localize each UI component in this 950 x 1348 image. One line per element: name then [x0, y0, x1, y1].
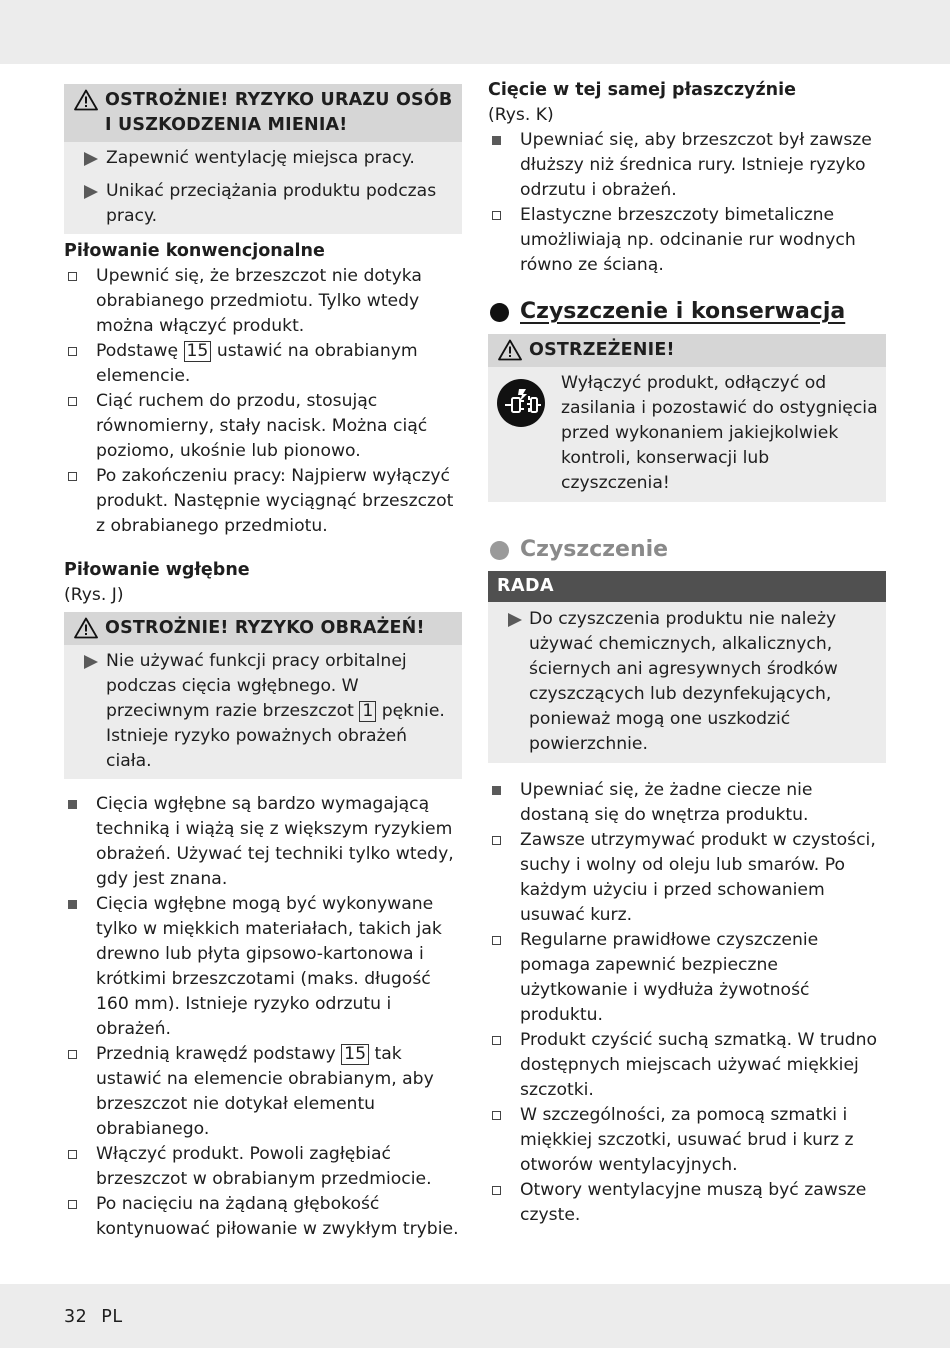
list-item: Podstawę 15 ustawić na obrabianym elemencie. [64, 339, 462, 389]
arrow-bullet-icon [84, 655, 98, 669]
square-bullet-icon [492, 786, 501, 795]
unplug-icon [496, 378, 546, 428]
figure-reference: (Rys. K) [488, 105, 554, 125]
part-reference: 15 [341, 1044, 369, 1065]
warning-box-injury [64, 612, 462, 779]
page-number: 32 [64, 1307, 88, 1327]
section-heading-same-plane: Cięcie w tej samej płaszczyźnie [488, 80, 796, 100]
list-item: Po nacięciu na żądaną głębokość kontynuować piłowanie w zwykłym trybie. [64, 1192, 462, 1242]
list-item: Unikać przeciążania produktu podczas pracy. [72, 179, 454, 229]
list-item: Nie używać funkcji pracy orbitalnej podczas cięcia wgłębnego. W przeciwnym razie brzeszczot 1 pęknie. Istnieje ryzyko poważnych obrażeń ciała. [72, 649, 454, 774]
conventional-sawing-list [64, 264, 462, 539]
plunge-sawing-list [64, 792, 462, 1242]
square-bullet-icon [492, 136, 501, 145]
footer [64, 1305, 123, 1330]
warning-heading: OSTROŻNIE! RYZYKO OBRAŻEŃ! [64, 612, 462, 645]
checkbox-bullet-icon [68, 347, 77, 356]
arrow-bullet-icon [84, 185, 98, 199]
checkbox-bullet-icon [68, 1150, 77, 1159]
right-column [488, 78, 886, 1228]
tip-box [488, 571, 886, 763]
checkbox-bullet-icon [492, 1036, 501, 1045]
tip-body [488, 602, 886, 763]
list-item: Otwory wentylacyjne muszą być zawsze czyste. [488, 1178, 886, 1228]
list-item: Upewnić się, że brzeszczot nie dotyka obrabianego przedmiotu. Tylko wtedy można włączyć produkt. [64, 264, 462, 339]
square-bullet-icon [68, 900, 77, 909]
list-item: Włączyć produkt. Powoli zagłębiać brzeszczot w obrabianym przedmiocie. [64, 1142, 462, 1192]
part-reference: 15 [184, 341, 212, 362]
checkbox-bullet-icon [68, 397, 77, 406]
warning-heading: OSTROŻNIE! RYZYKO URAZU OSÓB I USZKODZENIA MIENIA! [64, 84, 462, 142]
checkbox-bullet-icon [492, 1186, 501, 1195]
warning-triangle-icon [74, 89, 98, 111]
left-column [64, 84, 462, 1242]
checkbox-bullet-icon [492, 211, 501, 220]
section-heading-conventional-sawing: Piłowanie konwencjonalne [64, 241, 325, 261]
checkbox-bullet-icon [68, 472, 77, 481]
arrow-bullet-icon [84, 152, 98, 166]
warning-box-maintenance [488, 334, 886, 502]
checkbox-bullet-icon [68, 1200, 77, 1209]
list-item: Przednią krawędź podstawy 15 tak ustawić na elemencie obrabianym, aby brzeszczot nie dotykał elementu obrabianego. [64, 1042, 462, 1142]
list-item: Upewniać się, że żadne ciecze nie dostaną się do wnętrza produktu. [488, 778, 886, 828]
warning-body [64, 142, 462, 234]
language-code: PL [101, 1307, 123, 1327]
section-bullet-icon [490, 541, 509, 560]
part-reference: 1 [359, 701, 376, 722]
section-bullet-icon [490, 303, 509, 322]
square-bullet-icon [68, 800, 77, 809]
list-item: Regularne prawidłowe czyszczenie pomaga zapewnić bezpieczne użytkowanie i wydłuża żywotność produktu. [488, 928, 886, 1028]
checkbox-bullet-icon [492, 936, 501, 945]
checkbox-bullet-icon [492, 836, 501, 845]
checkbox-bullet-icon [492, 1111, 501, 1120]
list-item: Po zakończeniu pracy: Najpierw wyłączyć produkt. Następnie wyciągnąć brzeszczot z obrabianego przedmiotu. [64, 464, 462, 539]
same-plane-list [488, 128, 886, 278]
checkbox-bullet-icon [68, 272, 77, 281]
header-band [0, 0, 950, 64]
warning-triangle-icon [498, 339, 522, 361]
list-item: Zawsze utrzymywać produkt w czystości, suchy i wolny od oleju lub smarów. Po każdym użyciu i przed schowaniem usuwać kurz. [488, 828, 886, 928]
cleaning-list [488, 778, 886, 1228]
checkbox-bullet-icon [68, 1050, 77, 1059]
list-item: Produkt czyścić suchą szmatką. W trudno dostępnych miejscach używać miękkiej szczotki. [488, 1028, 886, 1103]
list-item: Do czyszczenia produktu nie należy używać chemicznych, alkalicznych, ściernych ani agresywnych środków czyszczących lub dezynfekujących, ponieważ mogą one uszkodzić powierzchnie. [496, 607, 878, 757]
list-item: Upewniać się, aby brzeszczot był zawsze dłuższy niż średnica rury. Istnieje ryzyko odrzutu i obrażeń. [488, 128, 886, 203]
section-title-cleaning: Czyszczenie [488, 536, 886, 564]
list-item: Cięcia wgłębne mogą być wykonywane tylko w miękkich materiałach, takich jak drewno lub płyta gipsowo-kartonowa i krótkimi brzeszczotami (maks. długość 160 mm). Istnieje ryzyko odrzutu i obrażeń. [64, 892, 462, 1042]
footer-band [0, 1284, 950, 1348]
warning-body: Wyłączyć produkt, odłączyć od zasilania i pozostawić do ostygnięcia przed wykonaniem jakiejkolwiek kontroli, konserwacji lub czyszczenia! [488, 367, 886, 502]
section-title-cleaning-care: Czyszczenie i konserwacja [488, 298, 886, 326]
list-item: Elastyczne brzeszczoty bimetaliczne umożliwiają np. odcinanie rur wodnych równo ze ścianą. [488, 203, 886, 278]
section-heading-plunge-sawing: Piłowanie wgłębne [64, 560, 250, 580]
list-item: Ciąć ruchem do przodu, stosując równomierny, stały nacisk. Można ciąć poziomo, ukośnie lub pionowo. [64, 389, 462, 464]
warning-body [64, 645, 462, 779]
warning-triangle-icon [74, 617, 98, 639]
list-item: Cięcia wgłębne są bardzo wymagającą techniką i wiążą się z większym ryzykiem obrażeń. Używać tej techniki tylko wtedy, gdy jest znana. [64, 792, 462, 892]
list-item: Zapewnić wentylację miejsca pracy. [72, 146, 454, 171]
figure-reference: (Rys. J) [64, 585, 124, 605]
arrow-bullet-icon [508, 613, 522, 627]
warning-heading: OSTRZEŻENIE! [488, 334, 886, 367]
list-item: W szczególności, za pomocą szmatki i miękkiej szczotki, usuwać brud i kurz z otworów wentylacyjnych. [488, 1103, 886, 1178]
warning-box-injury-damage [64, 84, 462, 234]
tip-heading: RADA [488, 571, 886, 602]
